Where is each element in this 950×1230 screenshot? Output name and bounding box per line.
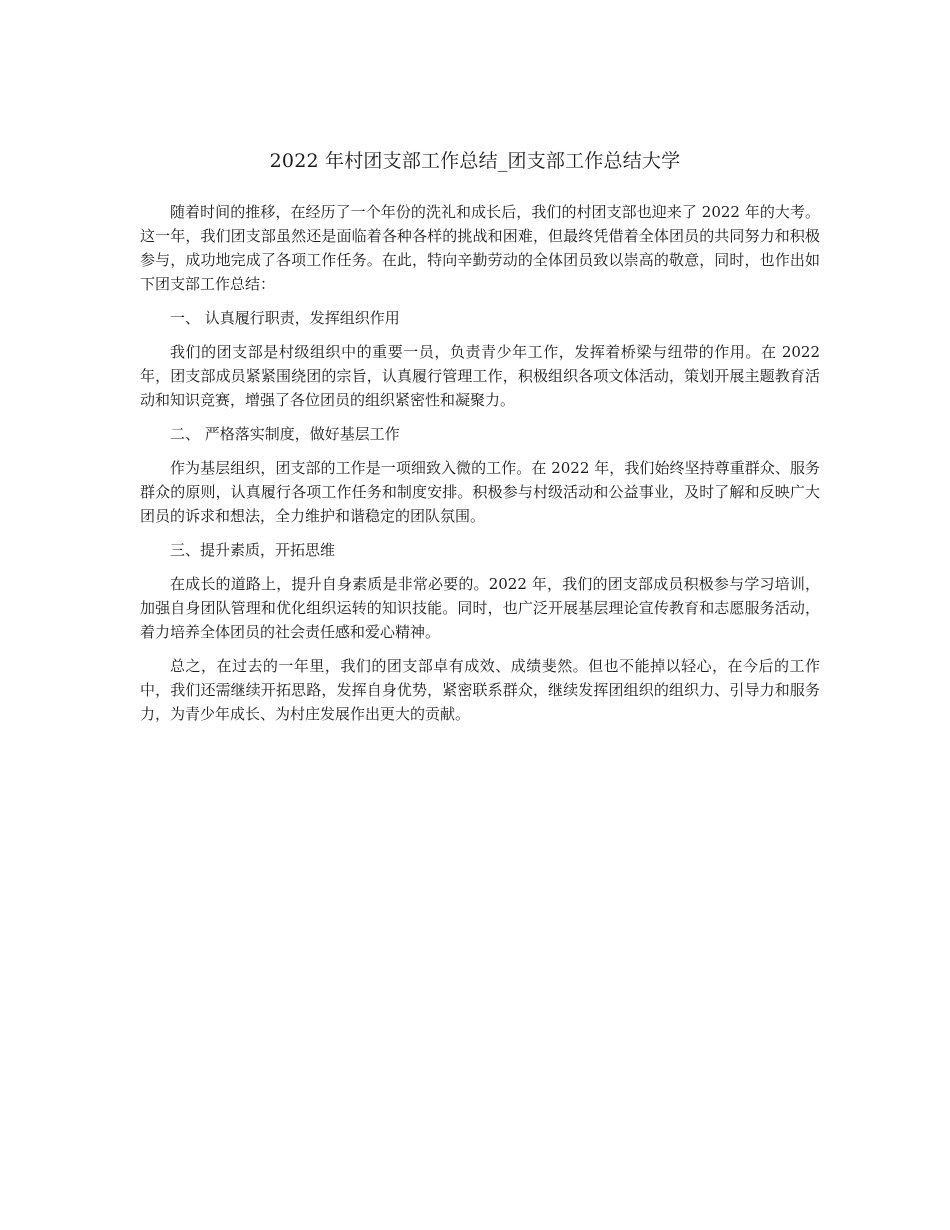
section-3-paragraph: 在成长的道路上，提升自身素质是非常必要的。2022 年，我们的团支部成员积极参与学习培训，加强自身团队管理和优化组织运转的知识技能。同时，也广泛开展基层理论宣传教育和志愿服务活动，着力培养全体团员的社会责任感和爱心精神。 [140,575,820,641]
section-3-heading: 三、提升素质，开拓思维 [170,541,336,559]
conclusion-paragraph: 总之，在过去的一年里，我们的团支部卓有成效、成绩斐然。但也不能掉以轻心，在今后的工作中，我们还需继续开拓思路，发挥自身优势，紧密联系群众，继续发挥团组织的组织力、引导力和服务力，为青少年成长、为村庄发展作出更大的贡献。 [140,657,820,723]
document-title: 2022 年村团支部工作总结_团支部工作总结大学 [269,150,681,172]
intro-paragraph: 随着时间的推移，在经历了一个年份的洗礼和成长后，我们的村团支部也迎来了 2022 年的大考。这一年，我们团支部虽然还是面临着各种各样的挑战和困难，但最终凭借着全体团员的共同努力和积极参与，成功地完成了各项工作任务。在此，特向辛勤劳动的全体团员致以崇高的敬意，同时，也作出如下团支部工作总结： [140,203,820,293]
section-2-heading: 二、 严格落实制度，做好基层工作 [170,425,400,443]
section-2-paragraph: 作为基层组织，团支部的工作是一项细致入微的工作。在 2022 年，我们始终坚持尊重群众、服务群众的原则，认真履行各项工作任务和制度安排。积极参与村级活动和公益事业，及时了解和反映广大团员的诉求和想法，全力维护和谐稳定的团队氛围。 [140,459,820,525]
document-body [140,200,820,736]
section-1-paragraph: 我们的团支部是村级组织中的重要一员，负责青少年工作，发挥着桥梁与纽带的作用。在 2022 年，团支部成员紧紧围绕团的宗旨，认真履行管理工作，积极组织各项文体活动，策划开展主题教育活动和知识竞赛，增强了各位团员的组织紧密性和凝聚力。 [140,343,820,409]
section-1-heading: 一、 认真履行职责，发挥组织作用 [170,309,400,327]
